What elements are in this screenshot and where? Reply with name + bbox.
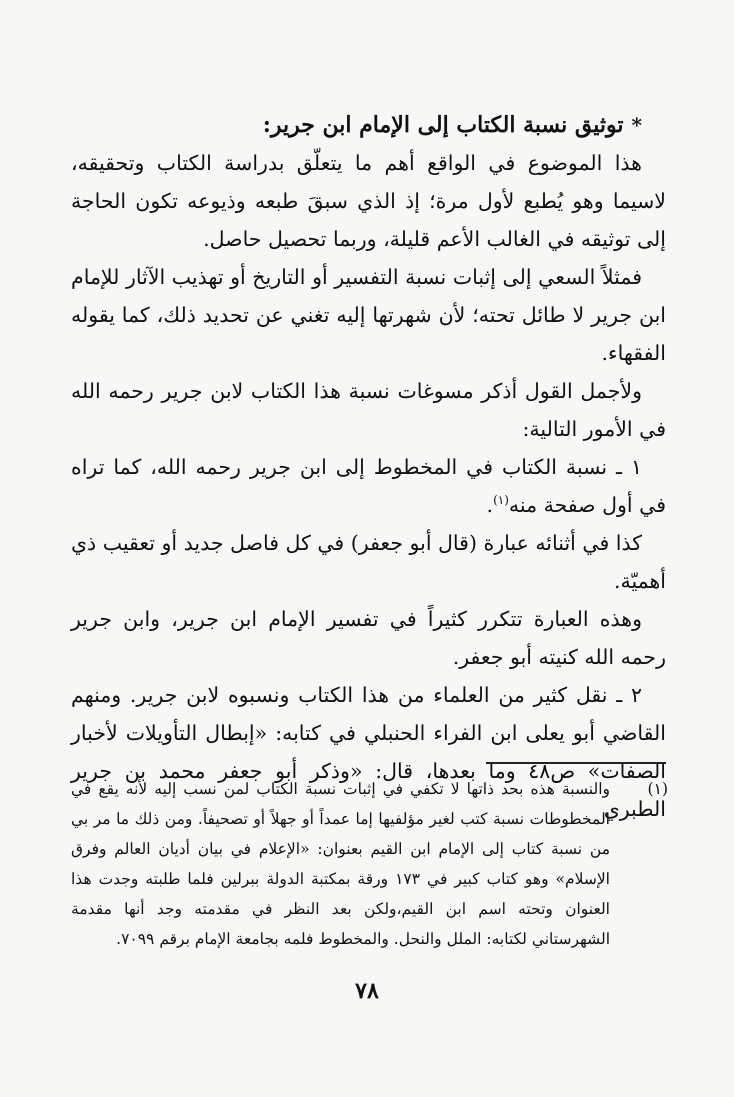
list-item-1-end: .: [486, 493, 494, 517]
footnote-reference: (١): [493, 493, 509, 508]
footnote-number: (١): [647, 780, 668, 798]
main-text: [71, 108, 666, 828]
section-heading-text: توثيق نسبة الكتاب إلى الإمام ابن جرير:: [262, 112, 624, 138]
footnote: [71, 774, 666, 954]
paragraph: وهذه العبارة تتكرر كثيراً في تفسير الإمام ابن جرير، وابن جرير رحمه الله كنيته أبو جعفر.: [71, 607, 666, 669]
asterisk-marker: *: [631, 113, 642, 137]
paragraph: كذا في أثنائه عبارة (قال أبو جعفر) في كل فاصل جديد أو تعقيب ذي أهميّة.: [71, 531, 666, 593]
footnote-text: والنسبة هذه بحد ذاتها لا تكفي في إثبات نسبة الكتاب لمن نسب إليه لأنه يقع في المخطوطات نسبة كتب لغير مؤلفيها إما عمداً أو جهلاً أو تصحيفاً. ومن ذلك ما مر بي من نسبة كتاب إلى الإمام ابن القيم بعنوان: «الإعلام في بيان أديان العالم وفرق الإسلام» وهو كتاب كبير في ١٧٣ ورقة بمكتبة الدولة ببرلين فلما طلبته وجدت هذا العنوان وتحته اسم ابن القيم،ولكن بعد النظر في مقدمته وجد أنها مقدمة الشهرستاني لكتابه: الملل والنحل. والمخطوط فلمه بجامعة الإمام برقم ٧٠٩٩.: [71, 780, 610, 948]
paragraph: ولأجمل القول أذكر مسوغات نسبة هذا الكتاب لابن جرير رحمه الله في الأمور التالية:: [71, 379, 666, 441]
page-number: ٧٨: [355, 978, 379, 1004]
paragraph: فمثلاً السعي إلى إثبات نسبة التفسير أو التاريخ أو تهذيب الآثار للإمام ابن جرير لا طائل تحته؛ لأن شهرتها إليه تغني عن تحديد ذلك، كما يقوله الفقهاء.: [71, 265, 666, 365]
footnote-divider: [486, 762, 666, 764]
list-item-1-text: ١ ـ نسبة الكتاب في المخطوط إلى ابن جرير رحمه الله، كما تراه في أول صفحة منه: [71, 455, 666, 517]
section-heading: [71, 108, 666, 142]
list-item-2: ٢ ـ نقل كثير من العلماء من هذا الكتاب ونسبوه لابن جرير. ومنهم القاضي أبو يعلى ابن الفراء الحنبلي في كتابه: «إبطال التأويلات لأخبار الصفات» ص٤٨ وما بعدها، قال: «وذكر أبو جعفر محمد بن جرير الطبري: [71, 683, 666, 821]
list-item-1: [71, 448, 666, 524]
paragraph: هذا الموضوع في الواقع أهم ما يتعلّق بدراسة الكتاب وتحقيقه، لاسيما وهو يُطبع لأول مرة؛ إذ الذي سبقَ طبعه وذيوعه تكون الحاجة إلى توثيقه في الغالب الأعم قليلة، وربما تحصيل حاصل.: [71, 151, 666, 251]
